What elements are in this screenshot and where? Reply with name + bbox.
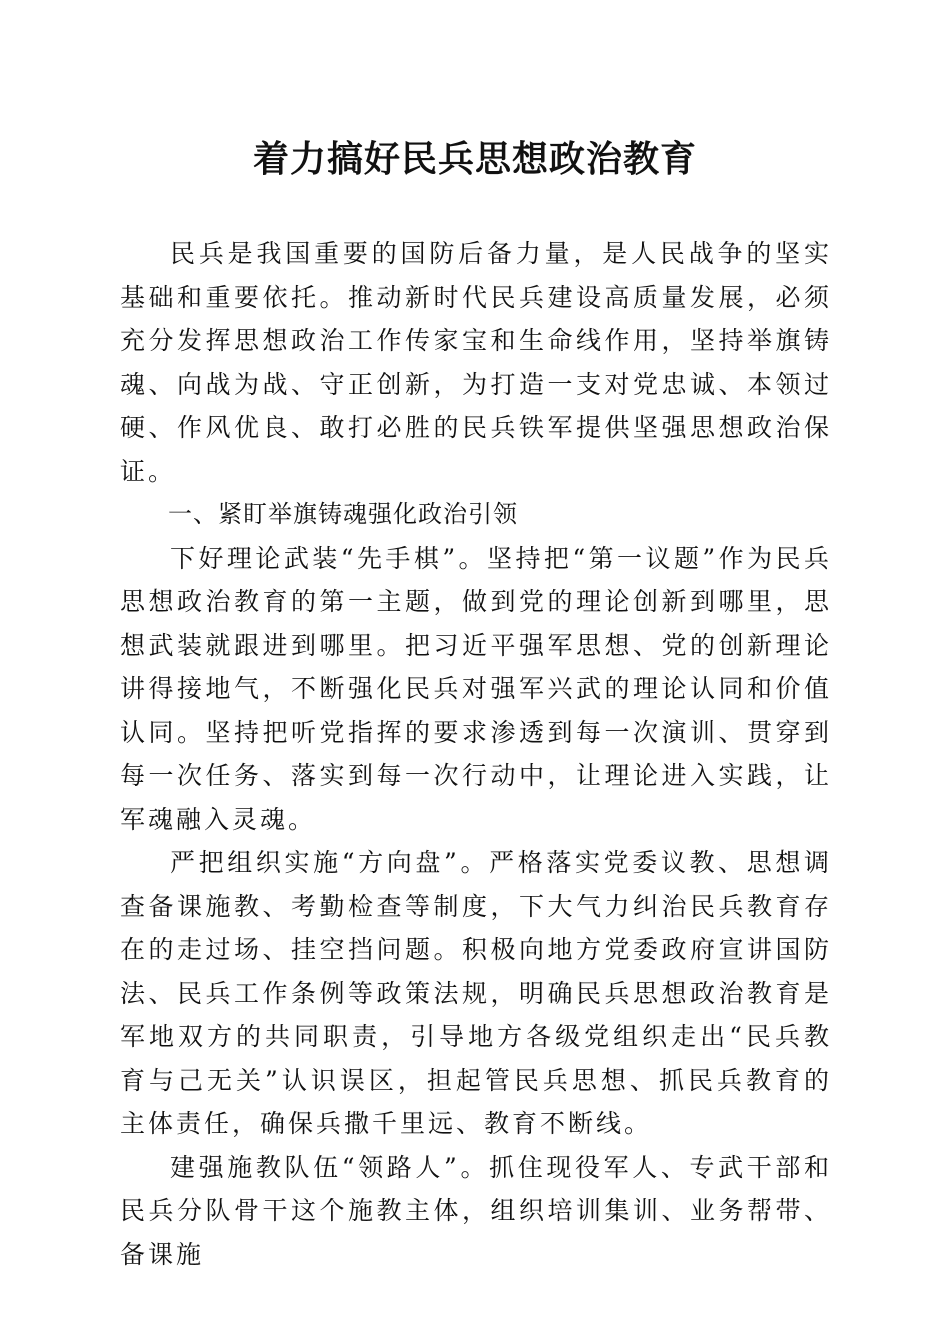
intro-paragraph: 民兵是我国重要的国防后备力量，是人民战争的坚实基础和重要依托。推动新时代民兵建设高质量发展，必须充分发挥思想政治工作传家宝和生命线作用，坚持举旗铸魂、向战为战、守正创新，为打造一支对党忠诚、本领过硬、作风优良、敢打必胜的民兵铁军提供坚强思想政治保证。 [120, 239, 832, 486]
paragraph-team: 建强施教队伍“领路人”。抓住现役军人、专武干部和民兵分队骨干这个施教主体，组织培训集训、业务帮带、备课施 [120, 1152, 832, 1269]
paragraph-theory: 下好理论武装“先手棋”。坚持把“第一议题”作为民兵思想政治教育的第一主题，做到党的理论创新到哪里，思想武装就跟进到哪里。把习近平强军思想、党的创新理论讲得接地气，不断强化民兵对强军兴武的理论认同和价值认同。坚持把听党指挥的要求渗透到每一次演训、贯穿到每一次任务、落实到每一次行动中，让理论进入实践，让军魂融入灵魂。 [120, 543, 832, 834]
section-heading: 一、紧盯举旗铸魂强化政治引领 [168, 500, 518, 528]
document-title: 着力搞好民兵思想政治教育 [252, 138, 697, 180]
paragraph-organization: 严把组织实施“方向盘”。严格落实党委议教、思想调查备课施教、考勤检查等制度，下大气力纠治民兵教育存在的走过场、挂空挡问题。积极向地方党委政府宣讲国防法、民兵工作条例等政策法规，明确民兵思想政治教育是军地双方的共同职责，引导地方各级党组织走出“民兵教育与己无关”认识误区，担起管民兵思想、抓民兵教育的主体责任，确保兵撒千里远、教育不断线。 [120, 848, 832, 1138]
document-body [120, 232, 832, 1276]
